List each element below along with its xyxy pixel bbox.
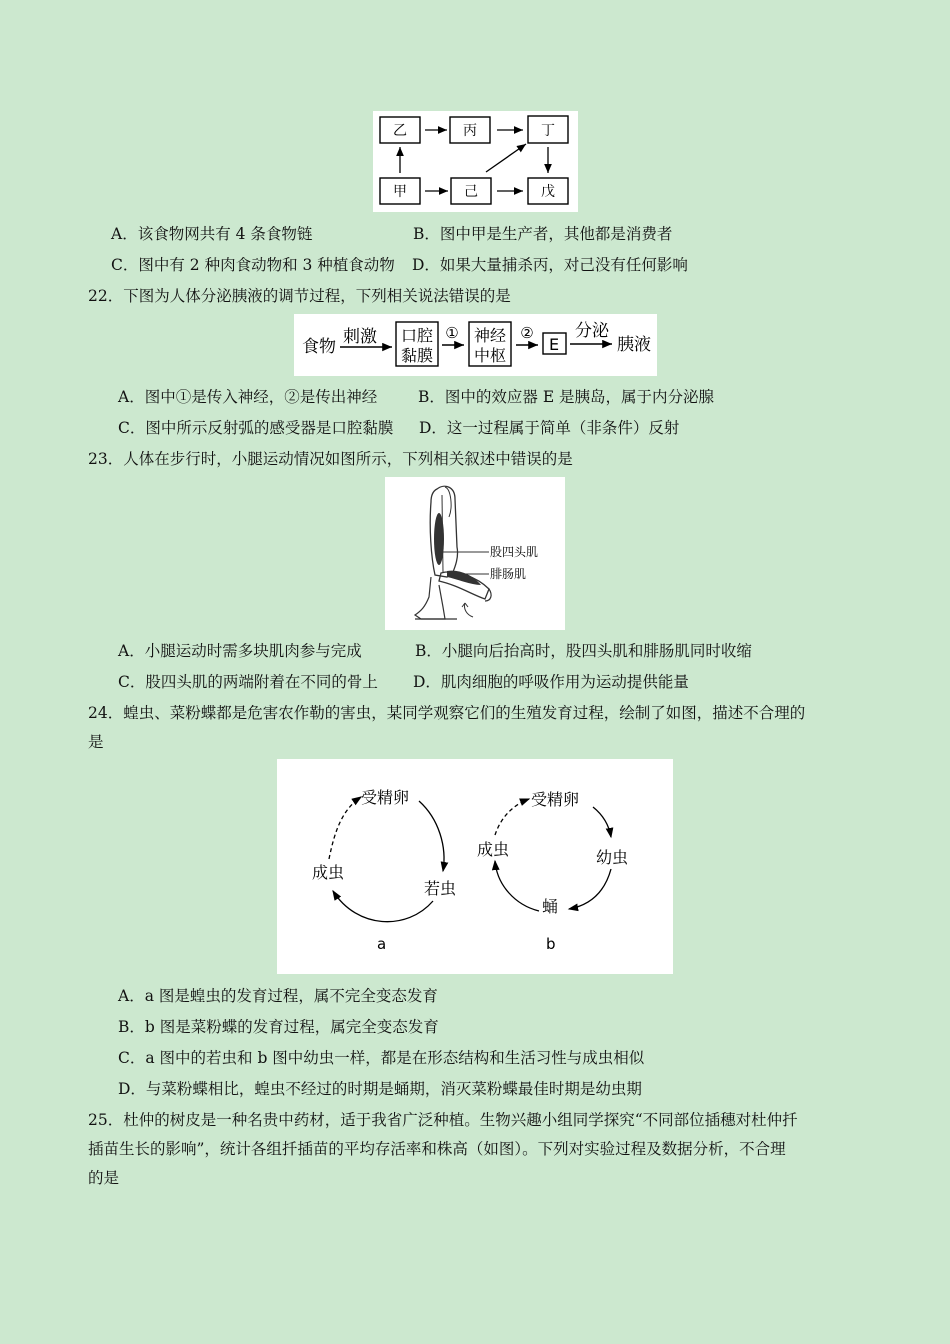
mouth-label-2: 黏膜 <box>400 346 434 365</box>
q24-option-d: D．与菜粉蝶相比，蝗虫不经过的时期是蛹期，消灭菜粉蝶最佳时期是幼虫期 <box>118 1080 642 1098</box>
q25-stem-line-3: 的是 <box>88 1169 120 1187</box>
node-ji: 己 <box>464 184 478 200</box>
leg-figure <box>385 477 565 630</box>
center-label-2: 中枢 <box>473 346 507 365</box>
node-ding: 丁 <box>541 123 555 139</box>
pathway-2-label: ② <box>520 324 534 342</box>
adult-a-label: 成虫 <box>312 863 345 882</box>
node-bing: 丙 <box>463 123 477 139</box>
q22-option-d: D．这一过程属于简单（非条件）反射 <box>419 419 680 437</box>
adult-b-label: 成虫 <box>477 840 510 859</box>
egg-a-label: 受精卵 <box>361 788 410 807</box>
node-wu: 戊 <box>541 184 555 200</box>
q24-option-b: B．b 图是菜粉蝶的发育过程，属完全变态发育 <box>118 1018 439 1036</box>
life-cycle-figure <box>277 759 673 974</box>
q23-option-b: B．小腿向后抬高时，股四头肌和腓肠肌同时收缩 <box>415 642 752 660</box>
secrete-label: 分泌 <box>575 321 609 341</box>
q24-stem-line-1: 24．蝗虫、菜粉蝶都是危害农作勒的害虫，某同学观察它们的生殖发育过程，绘制了如图，描述不合理的 <box>88 704 806 722</box>
leg-muscle-diagram <box>385 477 565 630</box>
q23-option-c: C．股四头肌的两端附着在不同的骨上 <box>118 673 378 691</box>
q22-option-a: A．图中①是传入神经，②是传出神经 <box>118 388 378 406</box>
reflex-diagram <box>294 314 657 376</box>
pupa-label: 蛹 <box>542 897 559 916</box>
center-label-1: 神经 <box>473 326 507 345</box>
node-yi: 乙 <box>393 123 407 139</box>
q21-option-c: C．图中有 2 种肉食动物和 3 种植食动物 <box>111 256 395 274</box>
q22-stem: 22．下图为人体分泌胰液的调节过程，下列相关说法错误的是 <box>88 287 511 305</box>
larva-label: 幼虫 <box>596 848 629 867</box>
reflex-figure <box>294 314 657 376</box>
q21-option-b: B．图中甲是生产者，其他都是消费者 <box>413 225 673 243</box>
q24-option-c: C．a 图中的若虫和 b 图中幼虫一样，都是在形态结构和生活习性与成虫相似 <box>118 1049 645 1067</box>
life-cycle-diagram <box>277 759 673 974</box>
q22-option-c: C．图中所示反射弧的感受器是口腔黏膜 <box>118 419 394 437</box>
q23-option-d: D．肌肉细胞的呼吸作用为运动提供能量 <box>413 673 689 691</box>
egg-b-label: 受精卵 <box>531 790 580 809</box>
q24-option-a: A．a 图是蝗虫的发育过程，属不完全变态发育 <box>118 987 438 1005</box>
q21-option-d: D．如果大量捕杀丙，对己没有任何影响 <box>412 256 688 274</box>
cycle-b-label: b <box>546 935 556 953</box>
q25-stem-line-2: 插苗生长的影响”，统计各组扦插苗的平均存活率和株高（如图）。下列对实验过程及数据分析，不合理 <box>88 1140 786 1158</box>
effector-label: E <box>548 335 560 354</box>
food-web-diagram <box>373 111 578 212</box>
q23-stem: 23．人体在步行时，小腿运动情况如图所示，下列相关叙述中错误的是 <box>88 450 573 468</box>
pancreatic-juice-label: 胰液 <box>617 335 651 355</box>
nymph-label: 若虫 <box>424 879 457 898</box>
quadriceps-label: 股四头肌 <box>490 545 539 559</box>
gastrocnemius-label: 腓肠肌 <box>490 567 527 581</box>
cycle-a-label: a <box>377 935 387 953</box>
q25-stem-line-1: 25．杜仲的树皮是一种名贵中药材，适于我省广泛种植。生物兴趣小组同学探究“不同部位插穗对杜仲扦 <box>88 1111 798 1129</box>
q24-stem-line-2: 是 <box>88 733 104 751</box>
node-jia: 甲 <box>393 184 407 200</box>
q22-option-b: B．图中的效应器 E 是胰岛，属于内分泌腺 <box>418 388 715 406</box>
food-web-figure <box>373 111 578 212</box>
pathway-1-label: ① <box>445 324 459 342</box>
q21-option-a: A．该食物网共有 4 条食物链 <box>111 225 313 243</box>
food-label: 食物 <box>302 337 336 357</box>
q23-option-a: A．小腿运动时需多块肌肉参与完成 <box>118 642 362 660</box>
stimulus-label: 刺激 <box>343 327 377 347</box>
mouth-label-1: 口腔 <box>400 326 434 345</box>
